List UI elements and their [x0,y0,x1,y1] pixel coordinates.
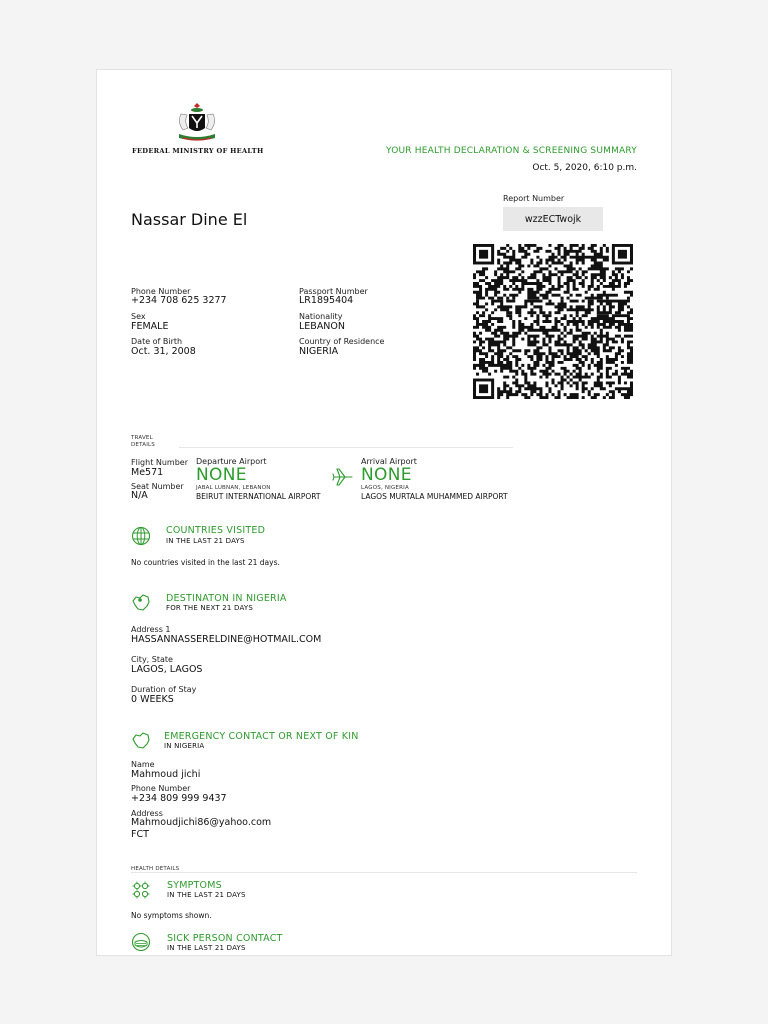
nigeria-map-icon [131,593,151,613]
flight-label: Flight Number [131,458,189,467]
emergency-name-value: Mahmoud jichi [131,769,201,780]
passport-label: Passport Number [299,287,368,296]
residence-label: Country of Residence [299,337,385,346]
destination-city-value: LAGOS, LAGOS [131,664,203,675]
symptoms-subtitle: IN THE LAST 21 DAYS [167,891,246,899]
destination-address-label: Address 1 [131,625,171,634]
symptoms-title: SYMPTOMS [167,880,222,891]
arrival-location: LAGOS, NIGERIA [361,485,409,491]
emergency-address-line-2: FCT [131,829,149,840]
countries-text: No countries visited in the last 21 days. [131,558,280,567]
coat-of-arms-icon [171,100,223,144]
emergency-phone-label: Phone Number [131,784,191,793]
emergency-address-line-1: Mahmoudjichi86@yahoo.com [131,817,272,828]
report-number-label: Report Number [503,194,565,203]
nigeria-map-icon [131,731,151,751]
destination-subtitle: FOR THE NEXT 21 DAYS [166,604,254,612]
destination-address-value: HASSANNASSERELDINE@HOTMAIL.COM [131,634,322,645]
arrival-airport-name: LAGOS MURTALA MUHAMMED AIRPORT [361,492,508,501]
mask-icon [131,932,151,952]
emergency-title: EMERGENCY CONTACT OR NEXT OF KIN [164,731,359,742]
arrival-label: Arrival Airport [361,457,417,466]
nationality-label: Nationality [299,312,343,321]
nationality-value: LEBANON [299,321,346,332]
sex-value: FEMALE [131,321,169,332]
symptoms-text: No symptoms shown. [131,911,212,920]
report-number-box [503,207,603,231]
ministry-name: FEDERAL MINISTRY OF HEALTH [132,147,264,155]
emergency-subtitle: IN NIGERIA [164,742,205,750]
health-section-label: HEALTH DETAILS [131,866,180,872]
phone-label: Phone Number [131,287,191,296]
seat-value: N/A [131,490,148,501]
dob-label: Date of Birth [131,337,183,346]
airplane-icon [332,467,354,487]
departure-airport-name: BEIRUT INTERNATIONAL AIRPORT [196,492,321,501]
passport-value: LR1895404 [299,295,354,306]
report-number: wzzECTwojk [524,213,582,225]
emergency-name-label: Name [131,760,155,769]
travel-section-label-2: DETAILS [131,442,155,448]
emergency-address-label: Address [131,809,163,818]
sex-label: Sex [131,312,146,321]
contact-title: SICK PERSON CONTACT [167,933,283,944]
destination-duration-label: Duration of Stay [131,685,197,694]
travel-divider [179,447,513,448]
qr-code-icon [473,244,633,399]
destination-title: DESTINATON IN NIGERIA [166,593,287,604]
travel-section-label-1: TRAVEL [131,435,153,441]
destination-city-label: City, State [131,655,173,664]
departure-code: NONE [196,465,247,485]
emergency-phone-value: +234 809 999 9437 [131,793,227,804]
globe-icon [131,526,151,546]
health-divider [131,872,637,873]
dob-value: Oct. 31, 2008 [131,346,196,357]
countries-subtitle: IN THE LAST 21 DAYS [166,537,245,545]
virus-icon [131,880,151,900]
contact-subtitle: IN THE LAST 21 DAYS [167,944,246,952]
residence-value: NIGERIA [299,346,339,357]
destination-duration-value: 0 WEEKS [131,694,174,705]
arrival-code: NONE [361,465,412,485]
seat-label: Seat Number [131,482,184,491]
countries-title: COUNTRIES VISITED [166,525,266,536]
phone-value: +234 708 625 3277 [131,295,227,306]
summary-datetime: Oct. 5, 2020, 6:10 p.m. [532,163,637,173]
departure-label: Departure Airport [196,457,267,466]
person-name: Nassar Dine El [131,210,248,229]
health-declaration-page [96,69,672,956]
departure-location: JABAL LUBNAN, LEBANON [196,485,271,491]
flight-value: Me571 [131,467,164,478]
summary-title: YOUR HEALTH DECLARATION & SCREENING SUMMARY [386,146,637,156]
